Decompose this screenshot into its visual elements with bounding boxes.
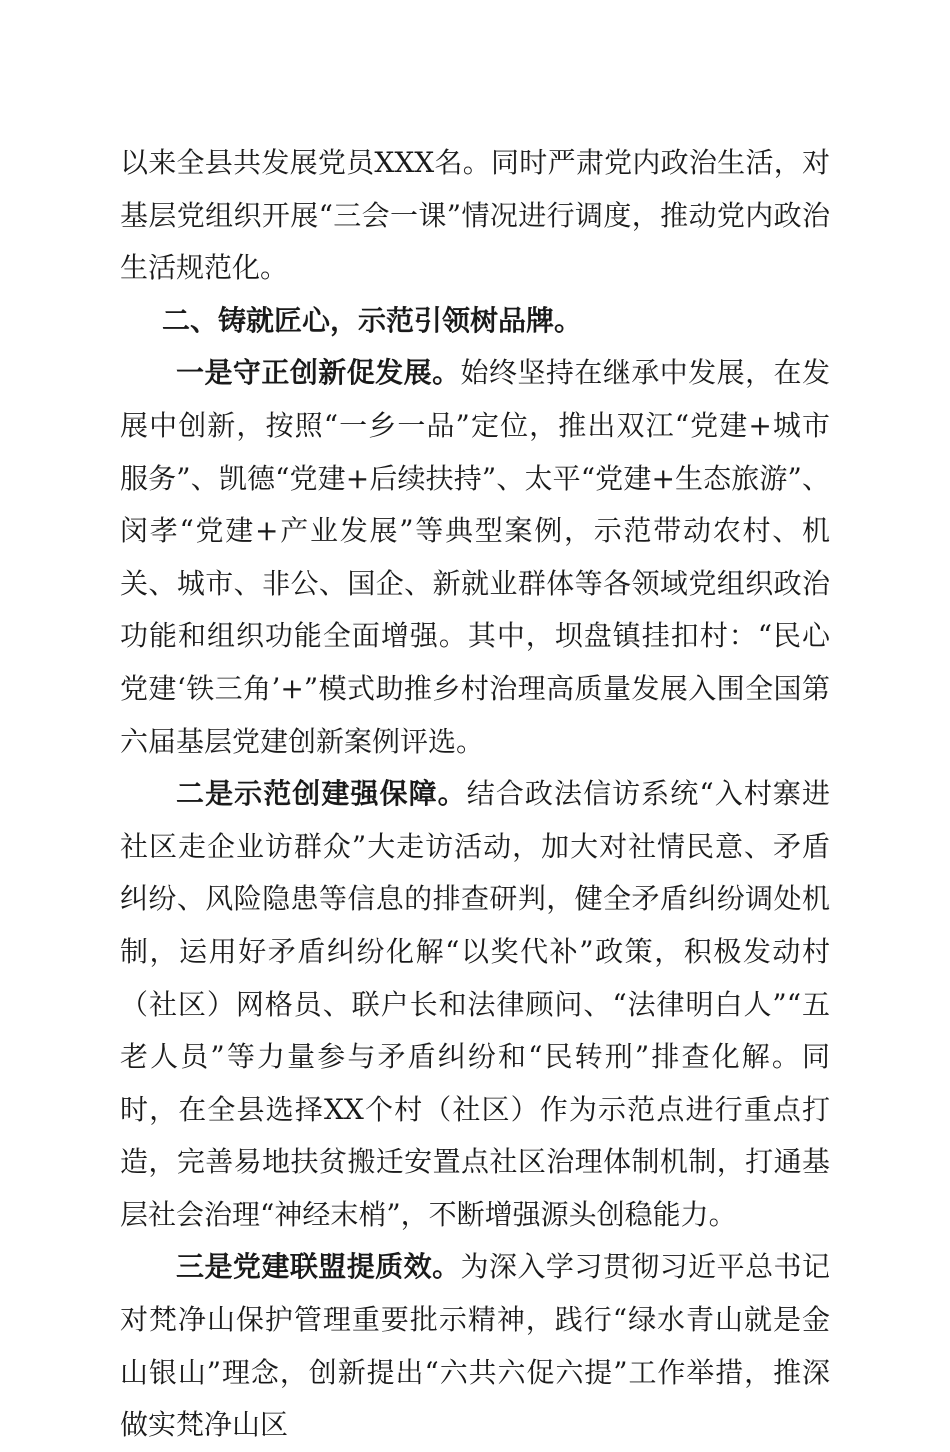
document-body — [120, 137, 830, 1452]
item-2-lead: 二是示范创建强保障。 — [176, 777, 467, 811]
paragraph-item-2 — [120, 768, 830, 1241]
item-3-lead: 三是党建联盟提质效。 — [176, 1250, 461, 1284]
section-heading: 二、铸就匠心，示范引领树品牌。 — [162, 303, 583, 337]
item-2-body: 结合政法信访系统“入村寨进社区走企业访群众”大走访活动，加大对社情民意、矛盾纠纷、风险隐患等信息的排查研判，健全矛盾纠纷调处机制，运用好矛盾纠纷化解“以奖代补”政策，积极发动村（社区）网格员、联户长和法律顾问、“法律明白人”“五老人员”等力量参与矛盾纠纷和“民转刑”排查化解。同时，在全县选择XX个村（社区）作为示范点进行重点打造，完善易地扶贫搬迁安置点社区治理体制机制，打通基层社会治理“神经末梢”，不断增强源头创稳能力。 — [120, 777, 830, 1231]
item-1-body: 始终坚持在继承中发展，在发展中创新，按照“一乡一品”定位，推出双江“党建+城市服务”、凯德“党建+后续扶持”、太平“党建+生态旅游”、闵孝“党建+产业发展”等典型案例，示范带动农村、机关、城市、非公、国企、新就业群体等各领域党组织政治功能和组织功能全面增强。其中，坝盘镇挂扣村：“民心党建‘铁三角’+”模式助推乡村治理高质量发展入围全国第六届基层党建创新案例评选。 — [120, 356, 830, 758]
paragraph-item-1 — [120, 347, 830, 768]
paragraph-item-3 — [120, 1241, 830, 1451]
item-1-lead: 一是守正创新促发展。 — [176, 356, 461, 390]
paragraph-continuation: 以来全县共发展党员XXX名。同时严肃党内政治生活，对基层党组织开展“三会一课”情况进行调度，推动党内政治生活规范化。 — [120, 146, 830, 285]
item-3-body: 为深入学习贯彻习近平总书记对梵净山保护管理重要批示精神，践行“绿水青山就是金山银山”理念，创新提出“六共六促六提”工作举措，推深做实梵净山区 — [120, 1250, 830, 1442]
